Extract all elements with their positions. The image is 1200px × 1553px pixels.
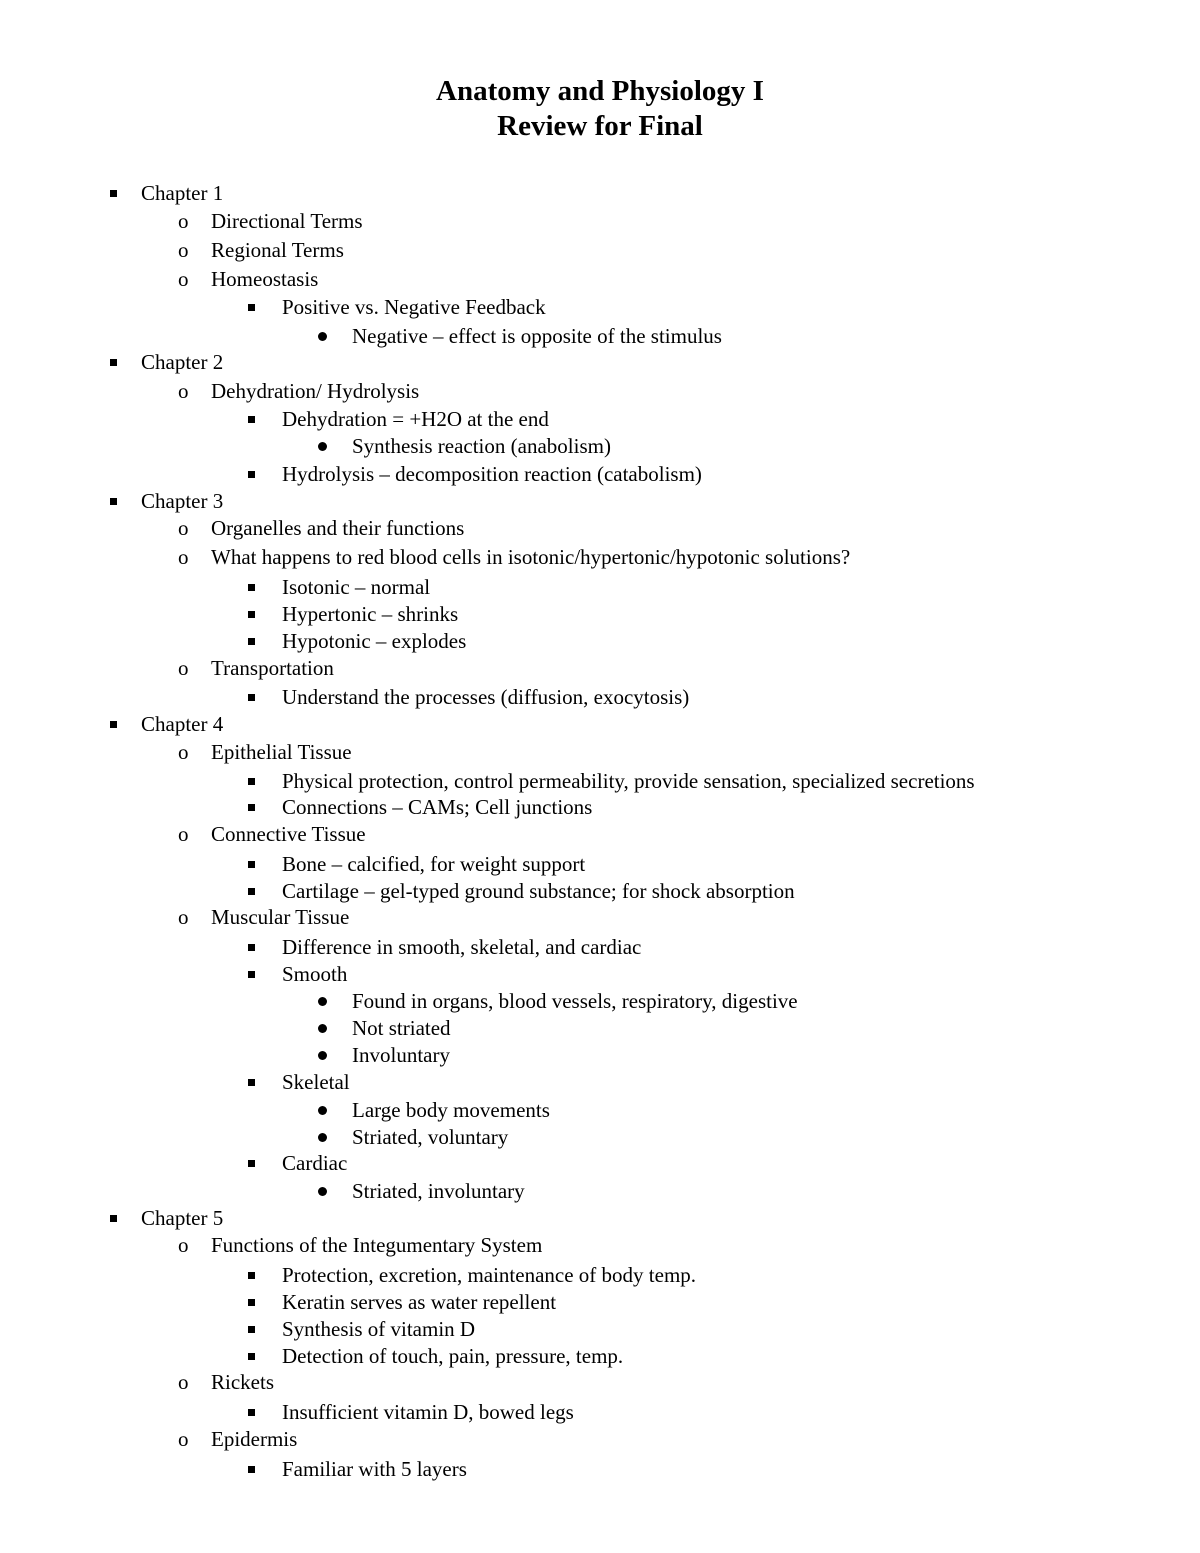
circle-bullet-glyph: o (178, 1427, 189, 1451)
square-bullet-shape (248, 638, 255, 645)
outline-item-text: Cartilage – gel-typed ground substance; for shock absorption (282, 879, 795, 903)
outline-item-text: Smooth (282, 962, 348, 986)
outline-item-level-3 (0, 322, 1200, 350)
outline-item-text: Synthesis reaction (anabolism) (352, 434, 611, 458)
outline-item-text: Chapter 3 (141, 489, 224, 513)
square-bullet-shape (248, 861, 255, 868)
circle-bullet-glyph: o (178, 238, 189, 262)
outline-item-level-1 (0, 903, 1200, 931)
outline-item-text: Found in organs, blood vessels, respiratory, digestive (352, 989, 798, 1013)
outline-item-level-2 (0, 600, 1200, 628)
outline-item-text: Hypertonic – shrinks (282, 602, 459, 626)
square-bullet-shape (248, 304, 255, 311)
outline-item-text: Keratin serves as water repellent (282, 1290, 557, 1314)
round-bullet-shape (318, 997, 327, 1006)
square-bullet-shape (248, 694, 255, 701)
outline-item-level-1 (0, 654, 1200, 682)
outline-item-level-0 (0, 710, 1200, 738)
square-bullet-shape (110, 1215, 117, 1222)
circle-bullet-glyph: o (178, 656, 189, 680)
square-bullet-shape (248, 1353, 255, 1360)
outline-item-level-0 (0, 179, 1200, 207)
outline-item-level-0 (0, 1204, 1200, 1232)
outline-item-level-1 (0, 543, 1200, 571)
square-bullet-shape (110, 359, 117, 366)
round-bullet-shape (318, 442, 327, 451)
square-bullet-shape (248, 471, 255, 478)
outline-item-level-2 (0, 793, 1200, 821)
outline-item-text: Striated, voluntary (352, 1125, 509, 1149)
circle-bullet-glyph: o (178, 1370, 189, 1394)
outline-item-text: Connective Tissue (211, 822, 366, 846)
outline-item-level-1 (0, 207, 1200, 235)
outline-item-level-2 (0, 933, 1200, 961)
outline-item-text: Involuntary (352, 1043, 450, 1067)
outline-item-text: Not striated (352, 1016, 451, 1040)
square-bullet-shape (248, 971, 255, 978)
circle-bullet-glyph: o (178, 267, 189, 291)
outline-item-level-2 (0, 850, 1200, 878)
outline-item-level-1 (0, 514, 1200, 542)
square-bullet-shape (248, 1272, 255, 1279)
square-bullet-shape (248, 888, 255, 895)
outline-item-level-2 (0, 960, 1200, 988)
square-bullet-shape (248, 1160, 255, 1167)
square-bullet-shape (110, 498, 117, 505)
outline-item-level-2 (0, 627, 1200, 655)
outline-item-text: Cardiac (282, 1151, 348, 1175)
outline-item-text: Chapter 4 (141, 712, 224, 736)
outline-item-level-3 (0, 1177, 1200, 1205)
outline-item-level-2 (0, 1342, 1200, 1370)
circle-bullet-glyph: o (178, 905, 189, 929)
document-subtitle: Review for Final (497, 110, 703, 142)
document-title: Anatomy and Physiology I (436, 75, 764, 107)
outline-item-level-2 (0, 683, 1200, 711)
outline-item-text: Difference in smooth, skeletal, and cardiac (282, 935, 642, 959)
circle-bullet-glyph: o (178, 516, 189, 540)
outline-item-level-1 (0, 377, 1200, 405)
round-bullet-shape (318, 1024, 327, 1033)
square-bullet-shape (248, 611, 255, 618)
outline-item-level-1 (0, 738, 1200, 766)
round-bullet-shape (318, 332, 327, 341)
outline-item-text: Bone – calcified, for weight support (282, 852, 586, 876)
outline-item-level-3 (0, 1041, 1200, 1069)
square-bullet-shape (248, 1326, 255, 1333)
outline-item-level-2 (0, 767, 1200, 795)
outline-item-level-2 (0, 1149, 1200, 1177)
outline-item-text: Transportation (211, 656, 334, 680)
outline-item-level-2 (0, 460, 1200, 488)
circle-bullet-glyph: o (178, 740, 189, 764)
outline-item-text: Physical protection, control permeability, provide sensation, specialized secretions (282, 769, 975, 793)
square-bullet-shape (248, 944, 255, 951)
outline-item-text: Chapter 5 (141, 1206, 224, 1230)
outline-item-text: Muscular Tissue (211, 905, 350, 929)
square-bullet-shape (248, 778, 255, 785)
outline-item-text: Striated, involuntary (352, 1179, 525, 1203)
outline-item-text: Insufficient vitamin D, bowed legs (282, 1400, 574, 1424)
outline-item-level-2 (0, 405, 1200, 433)
outline-item-level-0 (0, 348, 1200, 376)
round-bullet-shape (318, 1133, 327, 1142)
outline-item-text: Dehydration/ Hydrolysis (211, 379, 420, 403)
outline-item-text: Chapter 1 (141, 181, 224, 205)
outline-item-level-1 (0, 236, 1200, 264)
outline-item-level-3 (0, 1123, 1200, 1151)
outline-item-text: Protection, excretion, maintenance of body temp. (282, 1263, 697, 1287)
outline-item-level-3 (0, 987, 1200, 1015)
outline-item-text: Chapter 2 (141, 350, 224, 374)
outline-item-level-1 (0, 1425, 1200, 1453)
circle-bullet-glyph: o (178, 379, 189, 403)
outline-item-text: Epithelial Tissue (211, 740, 352, 764)
outline-item-level-2 (0, 877, 1200, 905)
square-bullet-shape (248, 416, 255, 423)
square-bullet-shape (248, 1466, 255, 1473)
outline-item-level-1 (0, 1368, 1200, 1396)
outline-item-text: Regional Terms (211, 238, 344, 262)
outline-item-text: Homeostasis (211, 267, 319, 291)
outline-item-level-2 (0, 1315, 1200, 1343)
outline-item-text: Familiar with 5 layers (282, 1457, 467, 1481)
outline-item-level-2 (0, 1261, 1200, 1289)
square-bullet-shape (248, 804, 255, 811)
outline-item-level-1 (0, 1231, 1200, 1259)
square-bullet-shape (248, 1299, 255, 1306)
outline-item-level-2 (0, 1068, 1200, 1096)
outline-item-level-3 (0, 1096, 1200, 1124)
round-bullet-shape (318, 1187, 327, 1196)
outline-item-text: Dehydration = +H2O at the end (282, 407, 549, 431)
outline-item-text: Epidermis (211, 1427, 298, 1451)
square-bullet-shape (110, 721, 117, 728)
outline-item-level-0 (0, 487, 1200, 515)
outline-item-level-3 (0, 1014, 1200, 1042)
square-bullet-shape (110, 190, 117, 197)
outline-item-text: Hypotonic – explodes (282, 629, 467, 653)
outline-item-text: Negative – effect is opposite of the stimulus (352, 324, 722, 348)
outline-item-text: Positive vs. Negative Feedback (282, 295, 546, 319)
outline-item-text: Connections – CAMs; Cell junctions (282, 795, 593, 819)
outline-item-text: Detection of touch, pain, pressure, temp. (282, 1344, 624, 1368)
square-bullet-shape (248, 1409, 255, 1416)
outline-item-text: Functions of the Integumentary System (211, 1233, 543, 1257)
outline-item-level-2 (0, 1398, 1200, 1426)
square-bullet-shape (248, 584, 255, 591)
outline-item-level-3 (0, 432, 1200, 460)
outline-item-text: Synthesis of vitamin D (282, 1317, 476, 1341)
round-bullet-shape (318, 1106, 327, 1115)
circle-bullet-glyph: o (178, 209, 189, 233)
outline-item-text: Hydrolysis – decomposition reaction (catabolism) (282, 462, 702, 486)
outline-item-text: Understand the processes (diffusion, exocytosis) (282, 685, 690, 709)
outline-item-text: Rickets (211, 1370, 274, 1394)
outline-item-level-1 (0, 265, 1200, 293)
outline-item-level-1 (0, 820, 1200, 848)
circle-bullet-glyph: o (178, 1233, 189, 1257)
outline-item-level-2 (0, 573, 1200, 601)
outline-item-text: Organelles and their functions (211, 516, 465, 540)
outline-item-text: Directional Terms (211, 209, 363, 233)
circle-bullet-glyph: o (178, 822, 189, 846)
outline-item-level-2 (0, 1288, 1200, 1316)
outline-item-level-2 (0, 293, 1200, 321)
outline-item-text: Skeletal (282, 1070, 350, 1094)
square-bullet-shape (248, 1079, 255, 1086)
outline-item-text: What happens to red blood cells in isotonic/hypertonic/hypotonic solutions? (211, 545, 851, 569)
outline-item-level-2 (0, 1455, 1200, 1483)
round-bullet-shape (318, 1051, 327, 1060)
outline-item-text: Large body movements (352, 1098, 550, 1122)
outline-item-text: Isotonic – normal (282, 575, 431, 599)
circle-bullet-glyph: o (178, 545, 189, 569)
